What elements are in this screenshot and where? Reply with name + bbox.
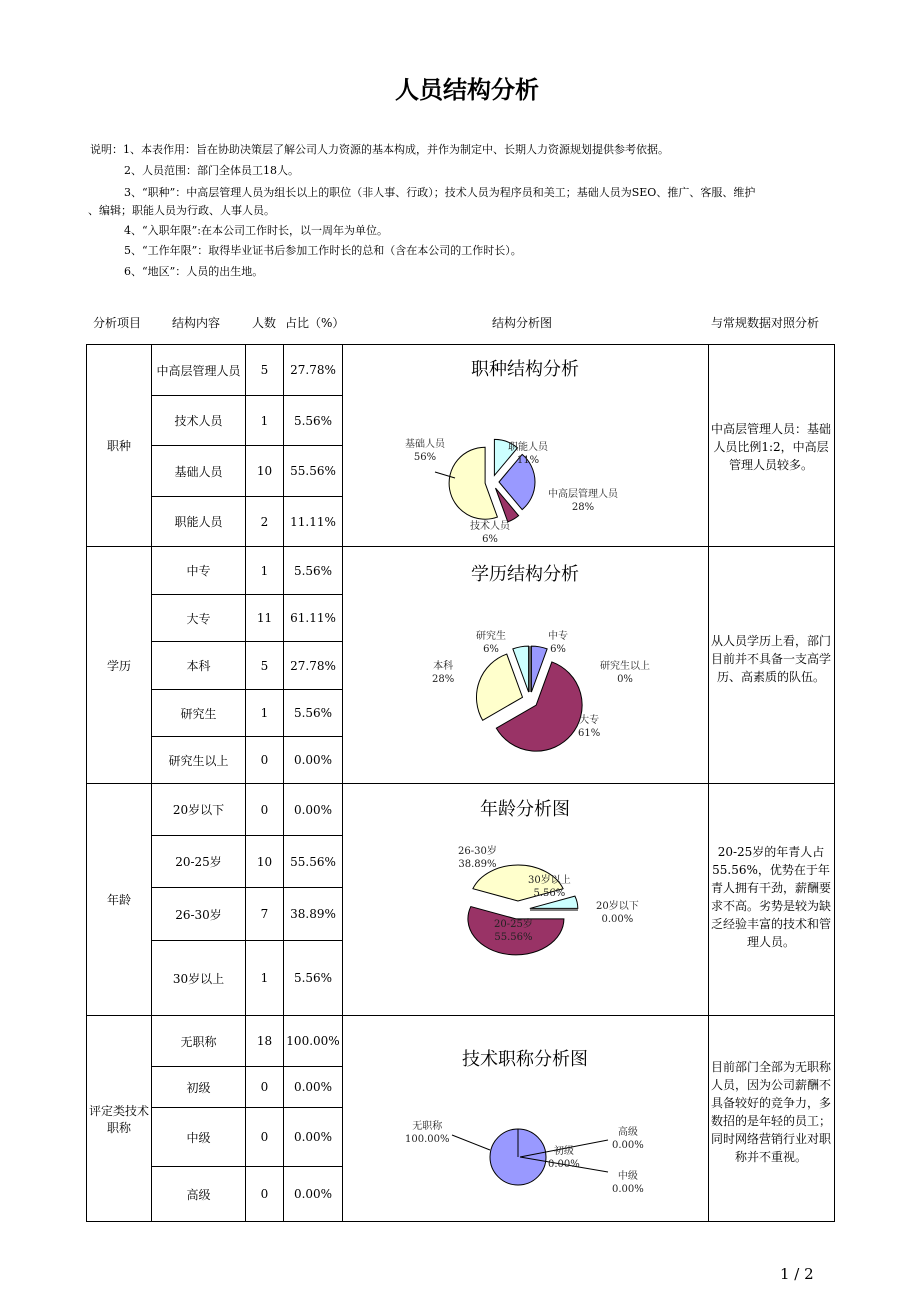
row-count: 1 (245, 689, 284, 737)
row-count: 0 (245, 1166, 284, 1222)
row-count: 10 (245, 835, 284, 888)
chart-data-label: 研究生 6% (476, 631, 506, 655)
note-line: 6、“地区”：人员的出生地。 (124, 265, 264, 278)
row-pct: 38.89% (283, 887, 343, 941)
header-content: 结构内容 (172, 316, 221, 330)
row-pct: 5.56% (283, 689, 343, 737)
row-count: 11 (245, 594, 284, 642)
row-pct: 5.56% (283, 395, 343, 446)
row-label: 中专 (151, 546, 246, 595)
row-label: 26-30岁 (151, 887, 246, 941)
row-label: 高级 (151, 1166, 246, 1222)
category-cell: 评定类技术职称 (86, 1015, 152, 1222)
row-pct: 55.56% (283, 835, 343, 888)
row-count: 1 (245, 395, 284, 446)
row-pct: 61.11% (283, 594, 343, 642)
row-label: 无职称 (151, 1015, 246, 1067)
row-pct: 27.78% (283, 344, 343, 396)
chart-data-label: 20岁以下 0.00% (596, 901, 639, 925)
chart-title: 学历结构分析 (471, 564, 579, 585)
analysis-text: 目前部门全部为无职称人员，因为公司薪酬不具备较好的竞争力，多数招的是年轻的员工；同时网络营销行业对职称并不重视。 (710, 1060, 831, 1164)
chart-data-label: 中高层管理人员 28% (548, 489, 618, 513)
header-chart: 结构分析图 (492, 316, 553, 330)
row-pct: 0.00% (283, 1066, 343, 1108)
note-line: 4、“入职年限”:在本公司工作时长，以一周年为单位。 (124, 224, 388, 237)
row-label: 基础人员 (151, 445, 246, 497)
header-item: 分析项目 (93, 316, 142, 330)
row-pct: 5.56% (283, 546, 343, 595)
page-title: 人员结构分析 (395, 76, 539, 104)
analysis-text: 从人员学历上看，部门目前并不具备一支高学历、高素质的队伍。 (710, 634, 831, 684)
row-pct: 0.00% (283, 783, 343, 836)
row-label: 初级 (151, 1066, 246, 1108)
row-pct: 55.56% (283, 445, 343, 497)
chart-title: 年龄分析图 (480, 799, 570, 820)
row-label: 职能人员 (151, 496, 246, 547)
row-label: 技术人员 (151, 395, 246, 446)
row-label: 研究生 (151, 689, 246, 737)
row-pct: 11.11% (283, 496, 343, 547)
chart-data-label: 高级 0.00% (612, 1127, 644, 1151)
row-pct: 0.00% (283, 736, 343, 784)
row-count: 5 (245, 641, 284, 690)
row-count: 0 (245, 783, 284, 836)
chart-data-label: 无职称 100.00% (405, 1121, 450, 1145)
chart-data-label: 研究生以上 0% (600, 661, 650, 685)
chart-data-label: 26-30岁 38.89% (458, 846, 497, 870)
row-pct: 0.00% (283, 1166, 343, 1222)
chart-data-label: 中级 0.00% (612, 1171, 644, 1195)
chart-data-label: 技术人员 6% (470, 521, 510, 545)
chart-title: 职种结构分析 (471, 359, 579, 380)
row-label: 中级 (151, 1107, 246, 1167)
row-label: 大专 (151, 594, 246, 642)
chart-data-label: 中专 6% (548, 631, 568, 655)
row-pct: 100.00% (283, 1015, 343, 1067)
note-line: 、编辑；职能人员为行政、人事人员。 (88, 204, 275, 217)
chart-data-label: 30岁以上 5.56% (528, 875, 571, 899)
note-line: 2、人员范围：部门全体员工18人。 (124, 164, 299, 177)
row-pct: 5.56% (283, 940, 343, 1016)
header-pct: 占比（%） (285, 316, 345, 330)
category-cell: 学历 (86, 546, 152, 784)
row-count: 0 (245, 736, 284, 784)
note-line: 说明：1、本表作用：旨在协助决策层了解公司人力资源的基本构成，并作为制定中、长期人力资源规划提供参考依据。 (90, 143, 669, 156)
row-label: 20-25岁 (151, 835, 246, 888)
row-count: 18 (245, 1015, 284, 1067)
row-label: 本科 (151, 641, 246, 690)
page-number: 1 / 2 (780, 1265, 814, 1283)
chart-data-label: 20-25岁 55.56% (494, 919, 533, 943)
row-label: 30岁以上 (151, 940, 246, 1016)
chart-data-label: 大专 61% (578, 715, 601, 739)
row-count: 1 (245, 546, 284, 595)
analysis-text: 20-25岁的年青人占55.56%，优势在于年青人拥有干劲，薪酬要求不高。劣势是较为缺乏经验丰富的技术和管理人员。 (710, 845, 831, 949)
row-pct: 0.00% (283, 1107, 343, 1167)
row-count: 7 (245, 887, 284, 941)
row-count: 0 (245, 1107, 284, 1167)
row-count: 1 (245, 940, 284, 1016)
row-label: 中高层管理人员 (151, 344, 246, 396)
category-cell: 职种 (86, 344, 152, 547)
row-pct: 27.78% (283, 641, 343, 690)
note-line: 5、“工作年限”：取得毕业证书后参加工作时长的总和（含在本公司的工作时长）。 (124, 244, 522, 257)
row-label: 20岁以下 (151, 783, 246, 836)
row-count: 0 (245, 1066, 284, 1108)
chart-data-label: 基础人员 56% (405, 439, 445, 463)
chart-data-label: 本科 28% (432, 661, 455, 685)
row-count: 10 (245, 445, 284, 497)
chart-title: 技术职称分析图 (462, 1049, 588, 1070)
chart-data-label: 职能人员 11% (508, 442, 548, 466)
category-cell: 年龄 (86, 783, 152, 1016)
row-count: 5 (245, 344, 284, 396)
header-compare: 与常规数据对照分析 (711, 316, 820, 330)
chart-data-label: 初级 0.00% (548, 1146, 580, 1170)
header-count: 人数 (252, 316, 277, 330)
analysis-text: 中高层管理人员：基础人员比例1:2，中高层管理人员较多。 (710, 422, 831, 472)
row-label: 研究生以上 (151, 736, 246, 784)
row-count: 2 (245, 496, 284, 547)
note-line: 3、“职种”：中高层管理人员为组长以上的职位（非人事、行政）；技术人员为程序员和美工；基础人员为SEO、推广、客服、维护 (124, 186, 756, 199)
